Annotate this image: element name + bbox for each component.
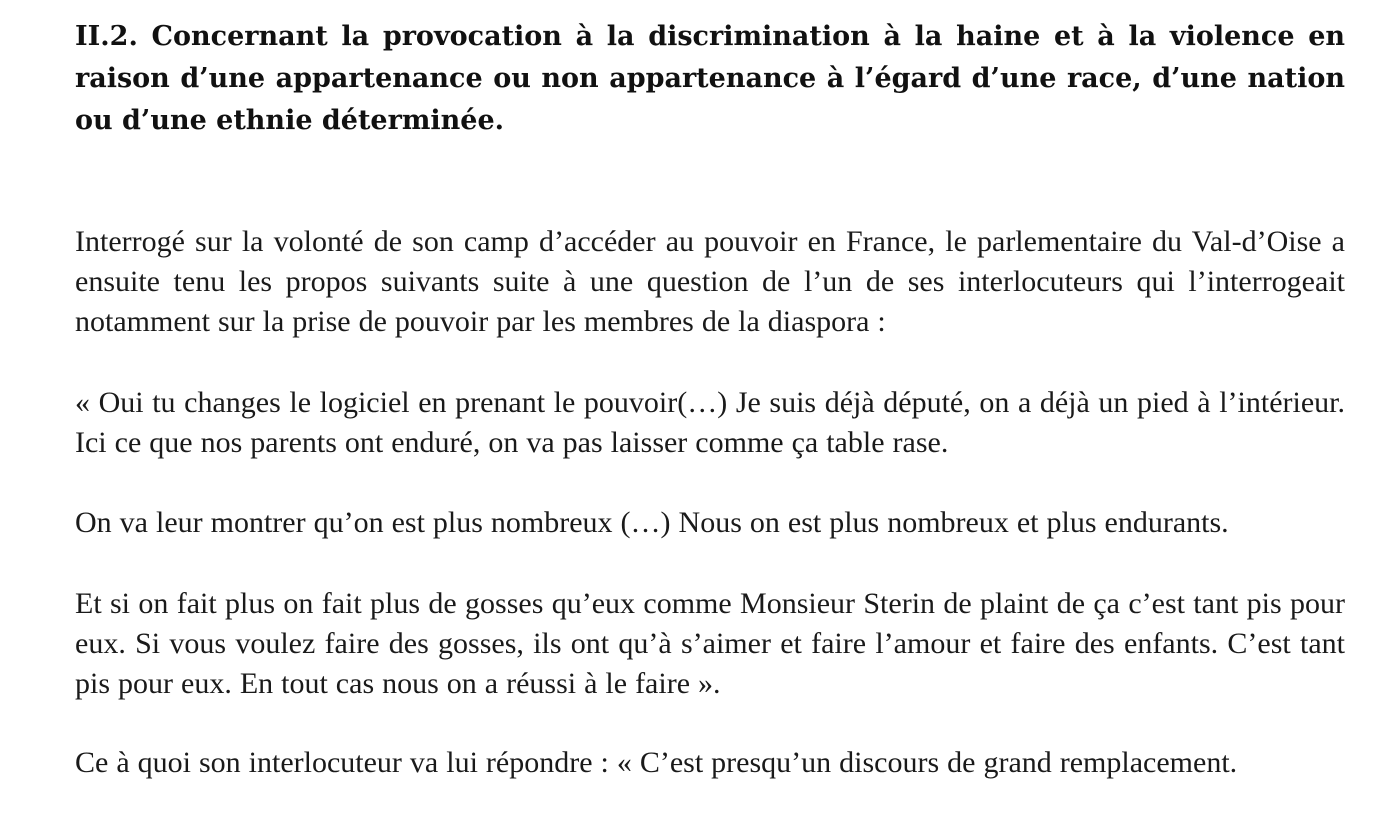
paragraph-context: Interrogé sur la volonté de son camp d’accéder au pouvoir en France, le parlementaire du Val-d’Oise a ensuite tenu les propos suivants suite à une question de l’un de ses interlocuteurs qui l’interrogeait notamment sur la prise de pouvoir par les membres de la diaspora :: [75, 225, 1345, 338]
section-heading: II.2. Concernant la provocation à la discrimination à la haine et à la violence en raison d’une appartenance ou non appartenance à l’égard d’une race, d’une nation ou d’une ethnie déterminée.: [75, 21, 1345, 136]
paragraph-quote-power: « Oui tu changes le logiciel en prenant le pouvoir(…) Je suis déjà député, on a déjà un pied à l’intérieur. Ici ce que nos parents ont enduré, on va pas laisser comme ça table rase.: [75, 386, 1345, 459]
paragraph-quote-numerous: On va leur montrer qu’on est plus nombreux (…) Nous on est plus nombreux et plus endurants.: [75, 506, 1229, 539]
paragraph-quote-children: Et si on fait plus on fait plus de gosses qu’eux comme Monsieur Sterin de plaint de ça c’est tant pis pour eux. Si vous voulez faire des gosses, ils ont qu’à s’aimer et faire l’amour et faire des enfants. C’est tant pis pour eux. En tout cas nous on a réussi à le faire ».: [75, 587, 1345, 700]
paragraph-response: Ce à quoi son interlocuteur va lui répondre : « C’est presqu’un discours de grand remplacement.: [75, 746, 1238, 779]
